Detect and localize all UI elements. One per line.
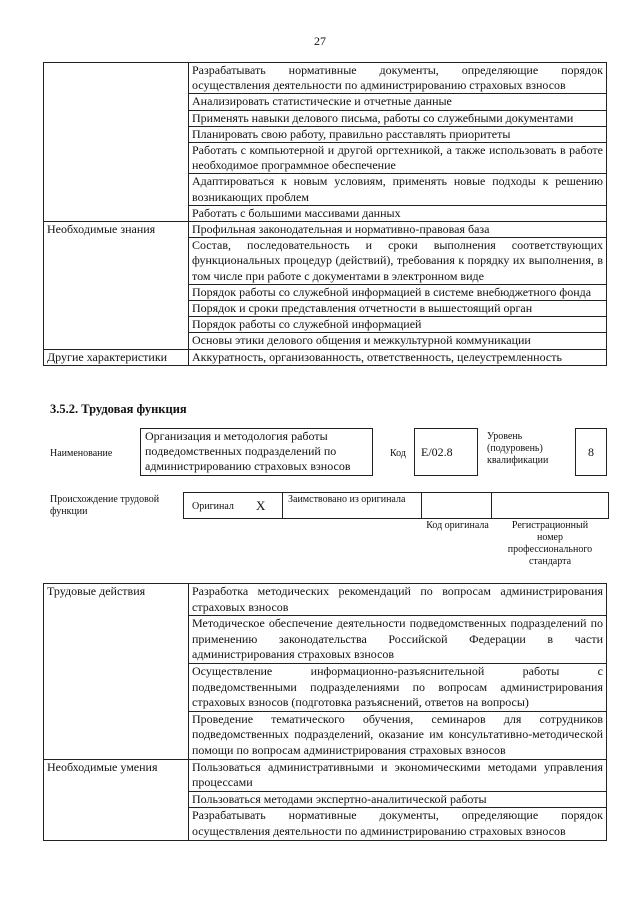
row-item: Основы этики делового общения и межкультурной коммуникации: [189, 333, 607, 349]
row-item: Аккуратность, организованность, ответственность, целеустремленность: [189, 349, 607, 365]
row-label: Другие характеристики: [44, 349, 189, 365]
page-number: 27: [314, 34, 326, 48]
row-item: Разрабатывать нормативные документы, определяющие порядок осуществления деятельности по администрированию страховых взносов: [189, 63, 607, 94]
skills-knowledge-table: [43, 62, 607, 366]
code-caption: Код оригинала: [426, 520, 489, 531]
row-label: Трудовые действия: [44, 584, 189, 760]
table-row: [44, 584, 607, 616]
row-item: Профильная законодательная и нормативно-правовая база: [189, 222, 607, 238]
row-item: Разрабатывать нормативные документы, определяющие порядок осуществления деятельности по администрированию страховых взносов: [189, 808, 607, 840]
table-row: [44, 759, 607, 791]
original-mark: X: [256, 498, 266, 513]
row-item: Планировать свою работу, правильно расставлять приоритеты: [189, 126, 607, 142]
row-item: Осуществление информационно-разъяснительной работы с подведомственными подразделениями по вопросам администрирования страховых взносов (подготовка разъяснений, ответов на вопросы): [189, 663, 607, 711]
level-label: Уровень (подуровень) квалификации: [487, 431, 549, 466]
row-item: Порядок и сроки представления отчетности в вышестоящий орган: [189, 301, 607, 317]
original-label: Оригинал: [192, 501, 234, 512]
row-item: Порядок работы со служебной информацией: [189, 317, 607, 333]
function-name-box: Организация и методология работы подведомственных подразделений по администрированию страховых взносов: [140, 428, 373, 476]
table-row: [44, 222, 607, 238]
row-item: Порядок работы со служебной информацией в системе внебюджетного фонда: [189, 284, 607, 300]
table-row: [44, 63, 607, 94]
row-item: Анализировать статистические и отчетные данные: [189, 94, 607, 110]
actions-skills-table: [43, 583, 607, 841]
row-label: Необходимые знания: [44, 222, 189, 350]
code-value: E/02.8: [414, 428, 478, 476]
level-value: 8: [575, 428, 607, 476]
row-item: Применять навыки делового письма, работы со служебными документами: [189, 110, 607, 126]
table-row: [44, 349, 607, 365]
name-label: Наименование: [50, 448, 113, 459]
row-item: Пользоваться административными и экономическими методами управления процессами: [189, 759, 607, 791]
origin-label: Происхождение трудовой функции: [50, 494, 160, 517]
section-heading: 3.5.2. Трудовая функция: [50, 402, 187, 416]
row-item: Работать с компьютерной и другой оргтехникой, а также использовать в работе необходимое программное обеспечение: [189, 143, 607, 174]
row-item: Адаптироваться к новым условиям, применять новые подходы к решению возникающих проблем: [189, 174, 607, 205]
row-item: Проведение тематического обучения, семинаров для сотрудников подведомственных подразделений, оказание им консультативно-методической помощи по вопросам администрирования страховых взносов: [189, 711, 607, 759]
code-label: Код: [390, 448, 406, 459]
row-item: Методическое обеспечение деятельности подведомственных подразделений по применению законодательства Российской Федерации в части администрирования страховых взносов: [189, 616, 607, 664]
row-item: Работать с большими массивами данных: [189, 205, 607, 221]
row-item: Состав, последовательность и сроки выполнения соответствующих функциональных процедур (действий), требования к порядку их выполнения, в том числе при работе с документами в электронном виде: [189, 238, 607, 285]
row-label: [44, 63, 189, 222]
row-label: Необходимые умения: [44, 759, 189, 840]
origin-box: [183, 492, 609, 519]
row-item: Разработка методических рекомендаций по вопросам администрирования страховых взносов: [189, 584, 607, 616]
borrowed-label: Заимствовано из оригинала: [288, 494, 406, 505]
reg-caption: Регистрационный номер профессионального стандарта: [507, 520, 593, 567]
row-item: Пользоваться методами экспертно-аналитической работы: [189, 791, 607, 808]
